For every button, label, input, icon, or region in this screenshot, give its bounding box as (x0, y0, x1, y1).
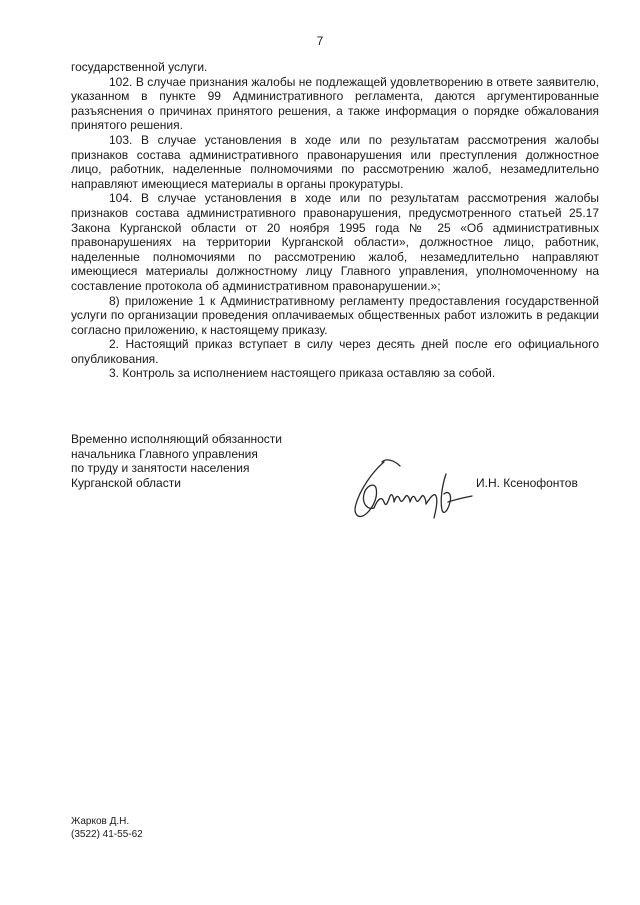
paragraph-continuation: государственной услуги. (71, 60, 208, 74)
executor-name: Жарков Д.Н. (71, 816, 130, 827)
signatory-position (71, 432, 371, 490)
paragraph-104: 104. В случае установления в ходе или по результатам рассмотрения жалобы признаков состава административного правонарушения, предусмотренного статьей 25.17 Закона Курганской области от 20 ноября 1995 года № 25 «Об административных правонарушениях на территории Курганской области», должностное лицо, работник, наделенные полномочиями по рассмотрению жалоб, незамедлительно направляют имеющиеся материалы должностному лицу Главного управления, уполномоченному на составление протокола об административном правонарушении.»; (71, 191, 599, 293)
handwritten-signature (342, 452, 482, 532)
position-line: по труду и занятости населения (71, 461, 250, 476)
paragraph-clause-2: 2. Настоящий приказ вступает в силу через десять дней после его официального опубликования. (71, 337, 599, 366)
position-line: Курганской области (71, 475, 181, 490)
page-number: 7 (316, 34, 324, 48)
document-body (71, 60, 599, 381)
paragraph-item-8: 8) приложение 1 к Административному регламенту предоставления государственной услуги по организации проведения оплачиваемых общественных работ изложить в редакции согласно приложению, к настоящему приказу. (71, 293, 599, 337)
executor-contacts (71, 815, 143, 841)
signatory-name: И.Н. Ксенофонтов (476, 476, 578, 490)
position-line: Временно исполняющий обязанности (71, 432, 282, 446)
paragraph-clause-3: 3. Контроль за исполнением настоящего приказа оставляю за собой. (109, 366, 496, 381)
paragraph-103: 103. В случае установления в ходе или по результатам рассмотрения жалобы признаков состава административного правонарушения или преступления должностное лицо, работник, наделенные полномочиями по рассмотрению жалоб, незамедлительно направляют имеющиеся материалы в органы прокуратуры. (71, 132, 599, 191)
position-line: начальника Главного управления (71, 446, 258, 461)
executor-phone: (3522) 41-55-62 (71, 829, 143, 840)
paragraph-102: 102. В случае признания жалобы не подлежащей удовлетворению в ответе заявителю, указанном в пункте 99 Административного регламента, даются аргументированные разъяснения о причинах принятого решения, а также информация о порядке обжалования принятого решения. (71, 74, 599, 133)
